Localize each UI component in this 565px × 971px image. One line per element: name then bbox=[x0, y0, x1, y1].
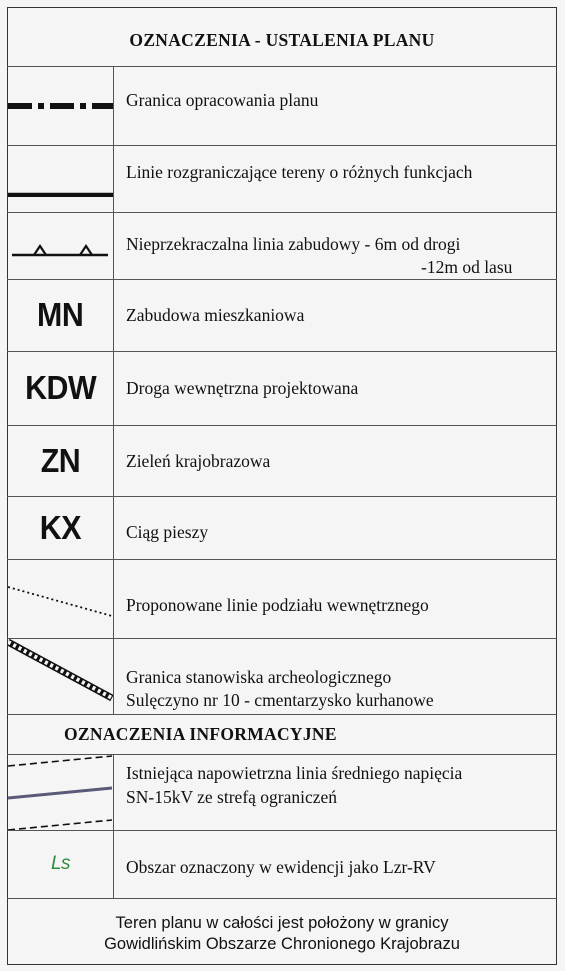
zone-code-kx: KX bbox=[39, 508, 82, 546]
legend-row-label: -12m od lasu bbox=[421, 257, 513, 277]
legend-row-label: Obszar oznaczony w ewidencji jako Lzr-RV bbox=[126, 857, 436, 877]
footer-line: Teren planu w całości jest położony w granicy bbox=[115, 914, 449, 932]
column-divider bbox=[113, 66, 114, 714]
legend-row-label: Istniejąca napowietrzna linia średniego napięcia bbox=[126, 763, 463, 783]
forest-code-ls: Ls bbox=[50, 853, 71, 874]
zone-code-kdw: KDW bbox=[24, 369, 97, 406]
zone-code-zn: ZN bbox=[40, 441, 81, 479]
thick-solid-line-icon bbox=[8, 145, 113, 212]
legend-row-label: Droga wewnętrzna projektowana bbox=[126, 378, 359, 398]
legend-row-label: Zabudowa mieszkaniowa bbox=[126, 305, 305, 325]
row-divider bbox=[7, 898, 557, 899]
footer-line: Gowidlińskim Obszarze Chronionego Krajobrazu bbox=[104, 935, 460, 953]
info-section-title: OZNACZENIA INFORMACYJNE bbox=[64, 724, 337, 744]
hatched-diagonal-band-icon bbox=[8, 638, 113, 714]
legend-title: OZNACZENIA - USTALENIA PLANU bbox=[129, 30, 435, 50]
legend-row-label: Granica stanowiska archeologicznego bbox=[126, 667, 392, 687]
legend-row-label: Proponowane linie podziału wewnętrznego bbox=[126, 595, 429, 615]
zone-code-mn: MN bbox=[37, 296, 84, 333]
column-divider bbox=[113, 754, 114, 898]
row-divider bbox=[7, 714, 557, 715]
legend-row-label: Ciąg pieszy bbox=[126, 522, 209, 542]
dash-dot-line-icon bbox=[8, 66, 113, 145]
legend-row-label: Nieprzekraczalna linia zabudowy - 6m od drogi bbox=[126, 234, 461, 254]
legend-row-label: SN-15kV ze strefą ograniczeń bbox=[126, 787, 338, 807]
power-line-zone-icon bbox=[8, 754, 113, 830]
legend-row-label: Zieleń krajobrazowa bbox=[126, 451, 271, 471]
building-line-triangles-icon bbox=[8, 212, 113, 279]
footer-note bbox=[7, 913, 557, 955]
legend-row-label: Linie rozgraniczające tereny o różnych funkcjach bbox=[126, 162, 473, 182]
dotted-diagonal-line-icon bbox=[8, 559, 113, 638]
legend-row-label: Granica opracowania planu bbox=[126, 90, 319, 110]
legend-row-label: Sulęczyno nr 10 - cmentarzysko kurhanowe bbox=[126, 690, 434, 710]
